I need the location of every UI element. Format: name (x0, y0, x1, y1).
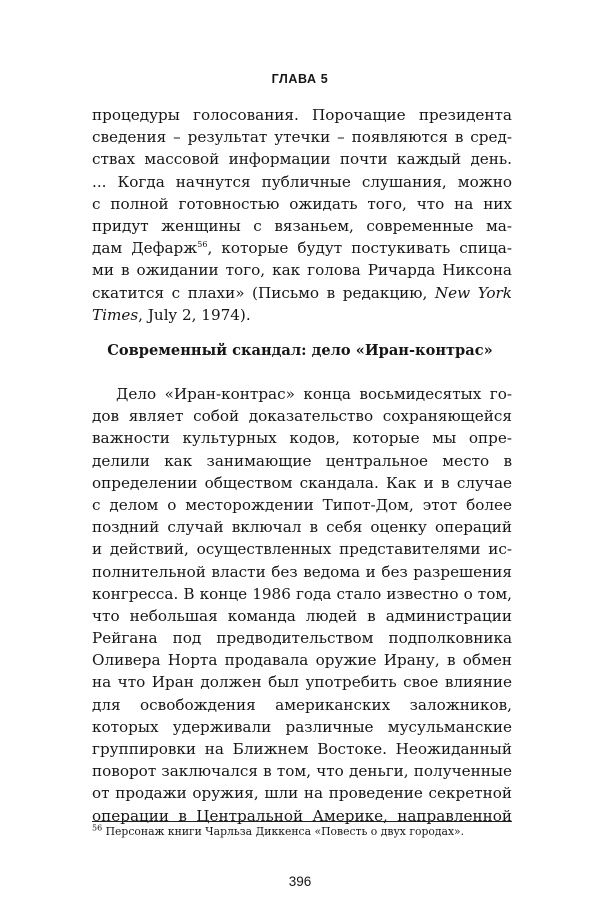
text-line: что небольшая команда людей в администрации (92, 606, 512, 625)
footnote-text: Персонаж книги Чарльза Диккенса «Повесть о двух городах». (102, 825, 465, 838)
section-heading: Современный скандал: дело «Иран-контрас» (107, 342, 493, 359)
page-number: 396 (288, 874, 312, 889)
text-line: поворот заключался в том, что деньги, полученные (92, 762, 512, 781)
text-line: Дело «Иран-контрас» конца восьмидесятых го- (116, 385, 512, 403)
paragraph-2 (92, 383, 512, 827)
text-line: ми в ожидании того, как голова Ричарда Никсона (92, 261, 512, 280)
text-line: от продажи оружия, шли на проведение секретной (92, 784, 512, 803)
footnote (92, 824, 512, 840)
footnote-ref: 56 (197, 240, 208, 250)
text-line: делили как занимающие центральное место в (92, 451, 512, 470)
text-line: сведения – результат утечки – появляются в сред- (92, 128, 512, 147)
text-line: полнительной власти без ведома и без разрешения (92, 562, 512, 581)
text-line: важности культурных кодов, которые мы опре- (92, 429, 512, 448)
footnote-number: 56 (92, 823, 103, 833)
text-fragment: дам Дефарж (92, 239, 198, 258)
text-line: ... Когда начнутся публичные слушания, можно (92, 172, 512, 191)
text-line: для освобождения американских заложников, (92, 695, 512, 714)
text-line: операции в Центральной Америке, направленной (92, 806, 512, 825)
text-line: дов являет собой доказательство сохраняющейся (92, 407, 512, 426)
text-line: придут женщины с вязаньем, современные ма- (92, 216, 512, 235)
running-head: ГЛАВА 5 (271, 72, 329, 86)
text-line: поздний случай включал в себя оценку операций (92, 518, 512, 537)
text-line: определении обществом скандала. Как и в случае (92, 473, 512, 492)
text-line: группировки на Ближнем Востоке. Неожиданный (92, 740, 512, 758)
text-line: которых удерживали различные мусульманские (92, 717, 512, 736)
text-fragment: , July 2, 1974). (138, 305, 251, 324)
italic-fragment: New York (434, 283, 512, 302)
text-line: Оливера Норта продавала оружие Ирану, в обмен (92, 651, 512, 670)
paragraph-1 (92, 104, 512, 326)
text-line: с делом о месторождении Типот-Дом, этот более (92, 495, 512, 514)
text-fragment: скатится с плахи» (Письмо в редакцию, (92, 283, 435, 302)
italic-fragment: Times (92, 305, 139, 324)
text-line: Рейгана под предводительством подполковника (92, 629, 512, 648)
text-line: ствах массовой информации почти каждый день. (92, 150, 512, 169)
text-line (92, 304, 512, 326)
text-line: с полной готовностью ожидать того, что на них (92, 194, 512, 213)
text-line: конгресса. В конце 1986 года стало известно о том, (92, 584, 512, 603)
text-line (92, 282, 512, 304)
footnote-divider (92, 821, 512, 822)
text-line: на что Иран должен был употребить свое влияние (92, 673, 512, 692)
text-line (92, 237, 512, 259)
text-fragment: , которые будут постукивать спица- (207, 239, 512, 258)
text-line: и действий, осуществленных представителями ис- (92, 540, 512, 559)
text-line: процедуры голосования. Порочащие президента (92, 106, 512, 124)
